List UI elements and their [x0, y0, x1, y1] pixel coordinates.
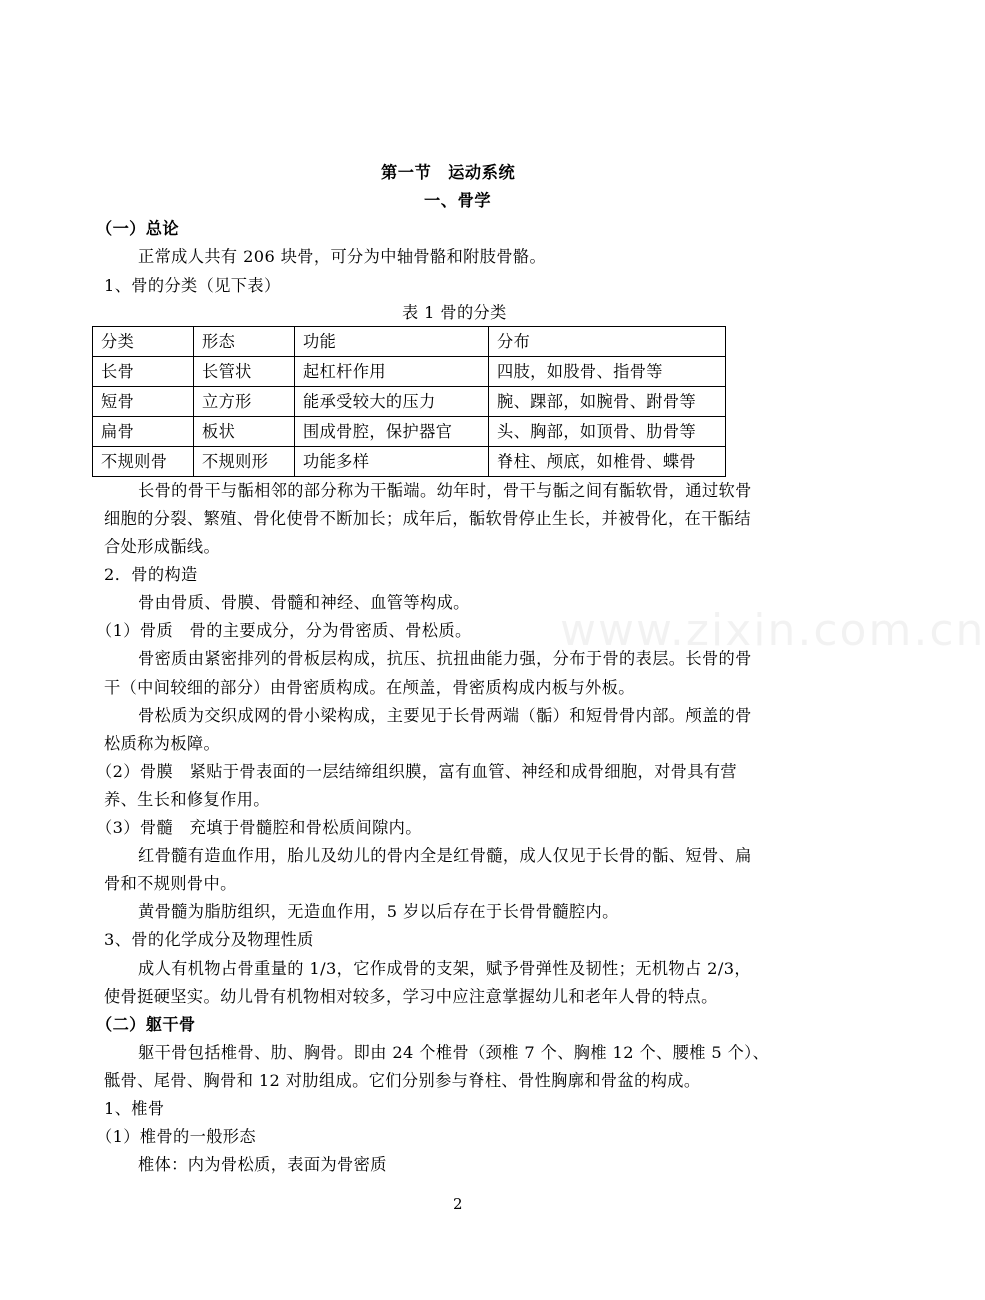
paragraph-chemistry-line: 成人有机物占骨重量的 1/3，它作成骨的支架，赋予骨弹性及韧性；无机物占 2/3，: [138, 959, 751, 978]
paragraph-structure: 骨由骨质、骨膜、骨髓和神经、血管等构成。: [138, 593, 470, 612]
watermark: www.zixin.com.cn: [560, 605, 985, 656]
table-header-row: [93, 327, 726, 357]
item-bone-marrow: （3）骨髓 充填于骨髓腔和骨松质间隙内。: [96, 818, 422, 837]
paragraph-red-marrow-line: 骨和不规则骨中。: [104, 874, 237, 893]
paragraph-trunk-line: 躯干骨包括椎骨、肋、胸骨。即由 24 个椎骨（颈椎 7 个、胸椎 12 个、腰椎 5 个）、: [138, 1043, 770, 1062]
section-title: 第一节 运动系统: [381, 163, 516, 182]
table-cell: 不规则形: [194, 447, 295, 477]
item-bone-substance: （1）骨质 骨的主要成分，分为骨密质、骨松质。: [96, 621, 472, 640]
paragraph-epiphysis-line: 细胞的分裂、繁殖、骨化使骨不断加长；成年后，骺软骨停止生长，并被骨化，在干骺结: [104, 509, 751, 528]
bone-classification-table: [92, 326, 726, 477]
item-periosteum-line: 养、生长和修复作用。: [104, 790, 270, 809]
table-row: [93, 387, 726, 417]
paragraph-yellow-marrow: 黄骨髓为脂肪组织，无造血作用，5 岁以后存在于长骨骨髓腔内。: [138, 902, 619, 921]
table-cell: 四肢，如股骨、指骨等: [489, 357, 726, 387]
table-cell: 立方形: [194, 387, 295, 417]
table-cell: 短骨: [93, 387, 194, 417]
paragraph-vertebral-body: 椎体：内为骨松质，表面为骨密质: [138, 1155, 387, 1174]
item-periosteum-line: （2）骨膜 紧贴于骨表面的一层结缔组织膜，富有血管、神经和成骨细胞，对骨具有营: [96, 762, 738, 781]
table-header-cell: 功能: [295, 327, 489, 357]
paragraph-epiphysis-line: 合处形成骺线。: [104, 537, 221, 556]
table-cell: 板状: [194, 417, 295, 447]
heading-chemistry: 3、骨的化学成分及物理性质: [104, 930, 314, 949]
table-cell: 功能多样: [295, 447, 489, 477]
page-number: 2: [453, 1195, 463, 1213]
table-cell: 长管状: [194, 357, 295, 387]
table-cell: 围成骨腔，保护器官: [295, 417, 489, 447]
paragraph-total-bones: 正常成人共有 206 块骨，可分为中轴骨骼和附肢骨骼。: [138, 247, 547, 266]
table-row: [93, 417, 726, 447]
table-header-cell: 分布: [489, 327, 726, 357]
table-cell: 不规则骨: [93, 447, 194, 477]
heading-structure: 2．骨的构造: [104, 565, 198, 584]
table-caption: 表 1 骨的分类: [402, 303, 507, 322]
heading-general: （一）总论: [96, 219, 179, 238]
paragraph-epiphysis-line: 长骨的骨干与骺相邻的部分称为干骺端。幼年时，骨干与骺之间有骺软骨，通过软骨: [138, 481, 752, 500]
paragraph-trunk-line: 骶骨、尾骨、胸骨和 12 对肋组成。它们分别参与脊柱、骨性胸廓和骨盆的构成。: [104, 1071, 701, 1090]
item-vertebra-shape: （1）椎骨的一般形态: [96, 1127, 256, 1146]
paragraph-compact-line: 骨密质由紧密排列的骨板层构成，抗压、抗扭曲能力强，分布于骨的表层。长骨的骨: [138, 649, 752, 668]
paragraph-spongy-line: 松质称为板障。: [104, 734, 221, 753]
paragraph-chemistry-line: 使骨挺硬坚实。幼儿骨有机物相对较多，学习中应注意掌握幼儿和老年人骨的特点。: [104, 987, 718, 1006]
paragraph-compact-line: 干（中间较细的部分）由骨密质构成。在颅盖，骨密质构成内板与外板。: [104, 678, 635, 697]
table-cell: 头、胸部，如顶骨、肋骨等: [489, 417, 726, 447]
table-cell: 扁骨: [93, 417, 194, 447]
table-cell: 脊柱、颅底，如椎骨、蝶骨: [489, 447, 726, 477]
heading-trunk-bones: （二）躯干骨: [96, 1015, 196, 1034]
table-cell: 腕、踝部，如腕骨、跗骨等: [489, 387, 726, 417]
paragraph-spongy-line: 骨松质为交织成网的骨小梁构成，主要见于长骨两端（骺）和短骨骨内部。颅盖的骨: [138, 706, 752, 725]
table-cell: 能承受较大的压力: [295, 387, 489, 417]
paragraph-red-marrow-line: 红骨髓有造血作用，胎儿及幼儿的骨内全是红骨髓，成人仅见于长骨的骺、短骨、扁: [138, 846, 752, 865]
subsection-title: 一、骨学: [424, 191, 492, 210]
table-cell: 起杠杆作用: [295, 357, 489, 387]
table-row: [93, 447, 726, 477]
heading-classification: 1、骨的分类（见下表）: [104, 276, 281, 295]
table-cell: 长骨: [93, 357, 194, 387]
table-row: [93, 357, 726, 387]
table-header-cell: 分类: [93, 327, 194, 357]
table-header-cell: 形态: [194, 327, 295, 357]
heading-vertebra: 1、椎骨: [104, 1099, 165, 1118]
